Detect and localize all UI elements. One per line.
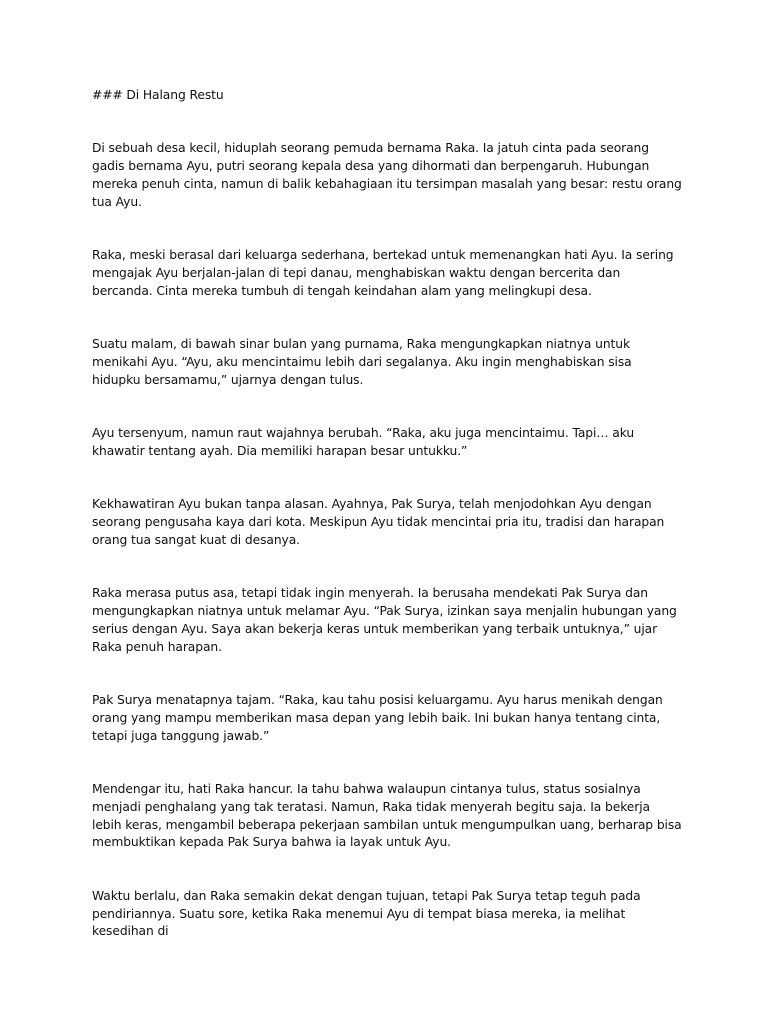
paragraph-1: Di sebuah desa kecil, hiduplah seorang pemuda bernama Raka. Ia jatuh cinta pada seorang gadis bernama Ayu, putri seorang kepala desa yang dihormati dan berpengaruh. Hubungan mereka penuh cinta, namun di balik kebahagiaan itu tersimpan masalah yang besar: restu orang tua Ayu. (92, 141, 682, 209)
paragraph-8: Mendengar itu, hati Raka hancur. Ia tahu bahwa walaupun cintanya tulus, status sosialnya menjadi penghalang yang tak teratasi. Namun, Raka tidak menyerah begitu saja. Ia bekerja lebih keras, mengambil beberapa pekerjaan sambilan untuk mengumpulkan uang, berharap bisa membuktikan kepada Pak Surya bahwa ia layak untuk Ayu. (92, 782, 682, 850)
paragraph-6: Raka merasa putus asa, tetapi tidak ingin menyerah. Ia berusaha mendekati Pak Surya dan mengungkapkan niatnya untuk melamar Ayu. “Pak Surya, izinkan saya menjalin hubungan yang serius dengan Ayu. Saya akan bekerja keras untuk memberikan yang terbaik untuknya,” ujar Raka penuh harapan. (92, 586, 677, 654)
paragraph-4: Ayu tersenyum, namun raut wajahnya berubah. “Raka, aku juga mencintaimu. Tapi… aku khawatir tentang ayah. Dia memiliki harapan besar untukku.” (92, 426, 635, 458)
paragraph-2: Raka, meski berasal dari keluarga sederhana, bertekad untuk memenangkan hati Ayu. Ia sering mengajak Ayu berjalan-jalan di tepi danau, menghabiskan waktu dengan bercerita dan bercanda. Cinta mereka tumbuh di tengah keindahan alam yang melingkupi desa. (92, 248, 674, 298)
paragraph-7: Pak Surya menatapnya tajam. “Raka, kau tahu posisi keluargamu. Ayu harus menikah dengan orang yang mampu memberikan masa depan yang lebih baik. Ini bukan hanya tentang cinta, tetapi juga tanggung jawab.” (92, 693, 663, 743)
paragraph-5: Kekhawatiran Ayu bukan tanpa alasan. Ayahnya, Pak Surya, telah menjodohkan Ayu dengan seorang pengusaha kaya dari kota. Meskipun Ayu tidak mencintai pria itu, tradisi dan harapan orang tua sangat kuat di desanya. (92, 497, 665, 547)
paragraph-3: Suatu malam, di bawah sinar bulan yang purnama, Raka mengungkapkan niatnya untuk menikahi Ayu. “Ayu, aku mencintaimu lebih dari segalanya. Aku ingin menghabiskan sisa hidupku bersamamu,” ujarnya dengan tulus. (92, 337, 632, 387)
document-body (92, 87, 682, 941)
story-title: ### Di Halang Restu (92, 88, 224, 102)
paragraph-9: Waktu berlalu, dan Raka semakin dekat dengan tujuan, tetapi Pak Surya tetap teguh pada pendiriannya. Suatu sore, ketika Raka menemui Ayu di tempat biasa mereka, ia melihat kesedihan di (92, 888, 641, 939)
